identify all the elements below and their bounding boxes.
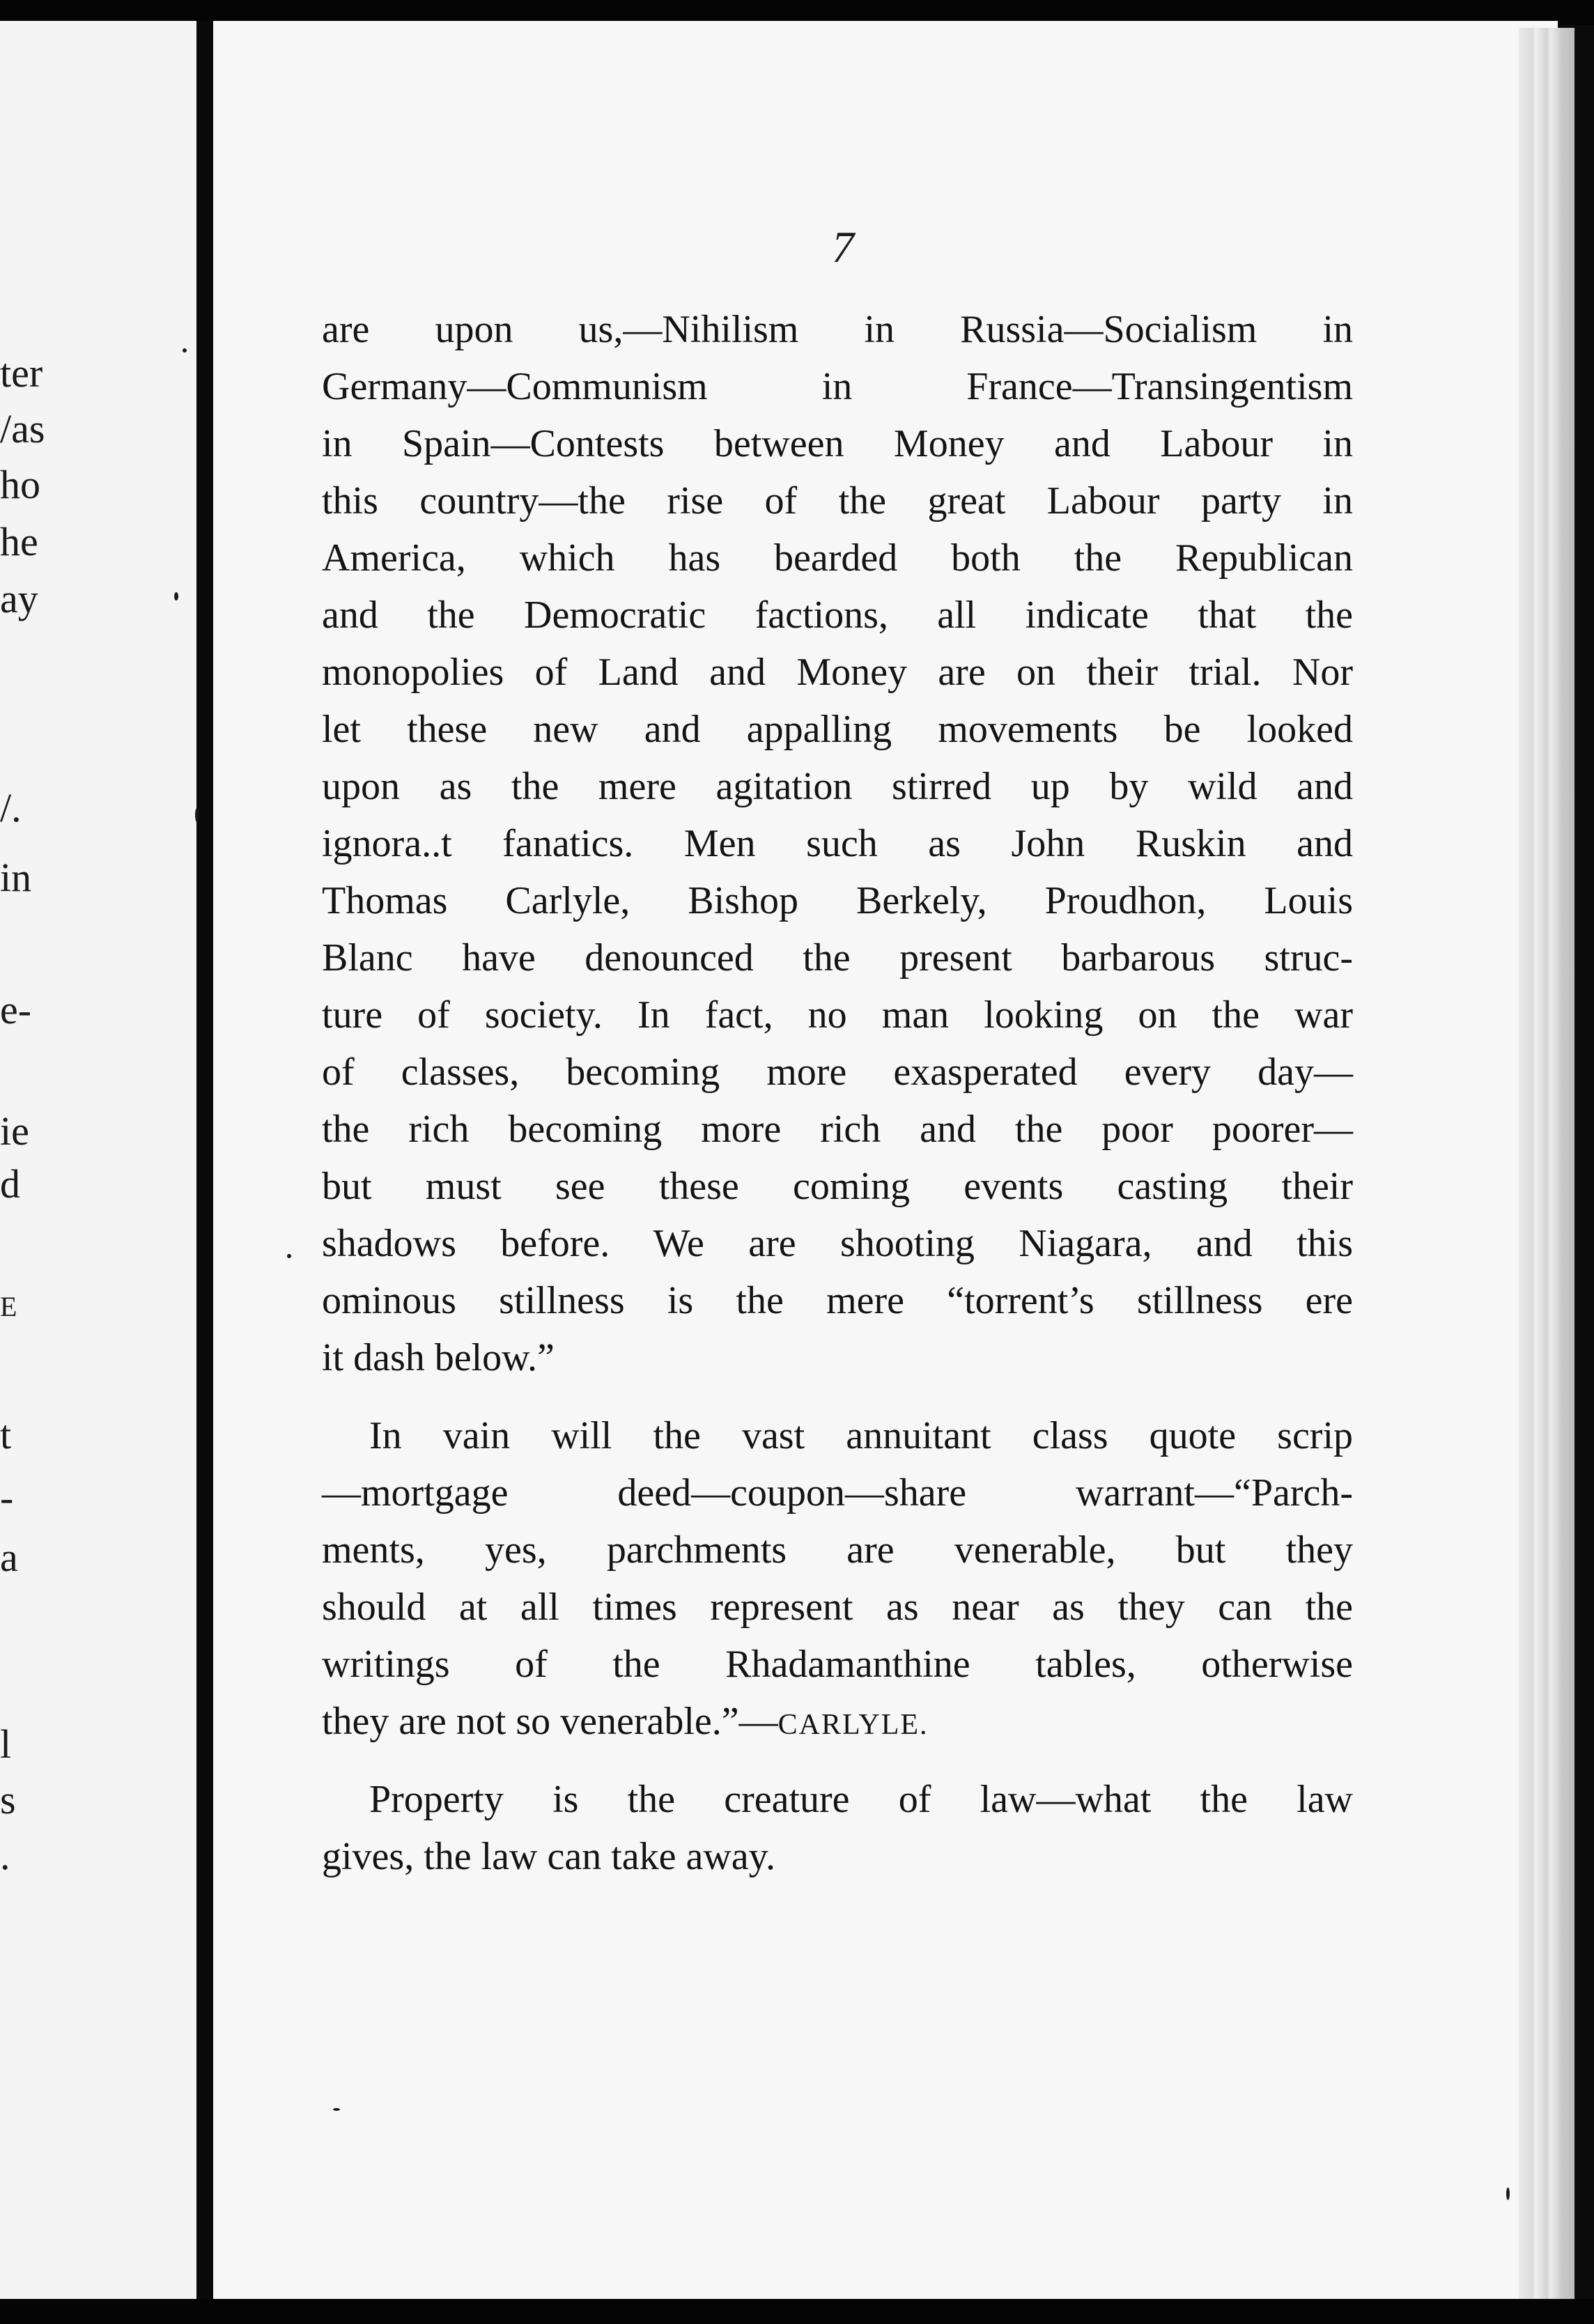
text-line: Blanc have denounced the present barbarous struc- — [322, 936, 1353, 979]
left-fragment: /as — [0, 406, 45, 451]
text-line: let these new and appalling movements be looked — [322, 708, 1353, 751]
left-fragment: a — [0, 1535, 18, 1580]
page-number: 7 — [832, 222, 854, 272]
text-line-with-attribution — [322, 1693, 1353, 1750]
left-fragment: t — [0, 1412, 12, 1457]
scan-speck — [1506, 2187, 1510, 2200]
text-line: America, which has bearded both the Republican — [322, 536, 1353, 580]
text-line: it dash below.” — [322, 1336, 555, 1379]
text-line: Property is the creature of law—what the law — [369, 1778, 1353, 1821]
text-line: gives, the law can take away. — [322, 1835, 775, 1878]
text-line: in Spain—Contests between Money and Labour in — [322, 422, 1353, 465]
attribution: CARLYLE. — [777, 1709, 929, 1741]
text-line: upon as the mere agitation stirred up by wild and — [322, 765, 1353, 808]
left-fragment: he — [0, 519, 38, 564]
text-line: ture of society. In fact, no man looking on the war — [322, 993, 1353, 1037]
scan-speck — [333, 2108, 340, 2111]
left-fragment: in — [0, 855, 32, 900]
paragraph-3 — [322, 1771, 1353, 1885]
left-fragment: ter — [0, 350, 43, 396]
scan-speck — [183, 348, 187, 353]
left-fragment: . — [0, 1833, 10, 1878]
left-fragment: e- — [0, 987, 32, 1032]
body-text — [322, 301, 1353, 1885]
left-page-text-fragments — [0, 21, 196, 2299]
left-fragment: /. — [0, 785, 22, 830]
left-fragment: E — [0, 1291, 17, 1322]
left-fragment: l — [0, 1721, 12, 1767]
text-line: ignora..t fanatics. Men such as John Ruskin and — [322, 822, 1353, 865]
scan-speck — [195, 808, 199, 822]
left-page — [0, 21, 196, 2299]
book-gutter — [196, 21, 213, 2299]
text-line: ments, yes, parchments are venerable, but they — [322, 1528, 1353, 1572]
left-fragment: - — [0, 1475, 14, 1520]
scan-speck — [287, 1254, 291, 1258]
text-line: monopolies of Land and Money are on their trial. Nor — [322, 651, 1353, 694]
scan-bottom-border — [0, 2299, 1594, 2324]
text-line: Thomas Carlyle, Bishop Berkely, Proudhon, Louis — [322, 879, 1353, 922]
paragraph-1 — [322, 301, 1353, 1386]
text-line: they are not so venerable.”— — [322, 1700, 778, 1743]
text-line: are upon us,—Nihilism in Russia—Socialism in — [322, 308, 1353, 351]
left-fragment: d — [0, 1161, 20, 1207]
left-fragment: ie — [0, 1108, 29, 1154]
text-line: Germany—Communism in France—Transingentism — [322, 365, 1353, 408]
text-line: and the Democratic factions, all indicate that the — [322, 594, 1353, 637]
paragraph-2 — [322, 1407, 1353, 1750]
text-line: this country—the rise of the great Labour party in — [322, 479, 1353, 522]
text-line: In vain will the vast annuitant class quote scrip — [369, 1414, 1353, 1457]
text-line: but must see these coming events casting their — [322, 1165, 1353, 1208]
left-fragment: ay — [0, 576, 38, 621]
text-line: the rich becoming more rich and the poor poorer— — [322, 1108, 1353, 1151]
text-line: of classes, becoming more exasperated every day— — [322, 1051, 1353, 1094]
left-fragment: s — [0, 1777, 16, 1822]
page-edges — [1519, 28, 1574, 2320]
text-line: shadows before. We are shooting Niagara, and this — [322, 1222, 1353, 1265]
left-fragment: ho — [0, 462, 40, 507]
text-line: should at all times represent as near as they can the — [322, 1586, 1353, 1629]
text-line: writings of the Rhadamanthine tables, otherwise — [322, 1643, 1353, 1686]
scan-speck — [174, 592, 178, 601]
text-line: —mortgage deed—coupon—share warrant—“Parch- — [322, 1471, 1353, 1515]
text-line: ominous stillness is the mere “torrent’s stillness ere — [322, 1279, 1353, 1322]
